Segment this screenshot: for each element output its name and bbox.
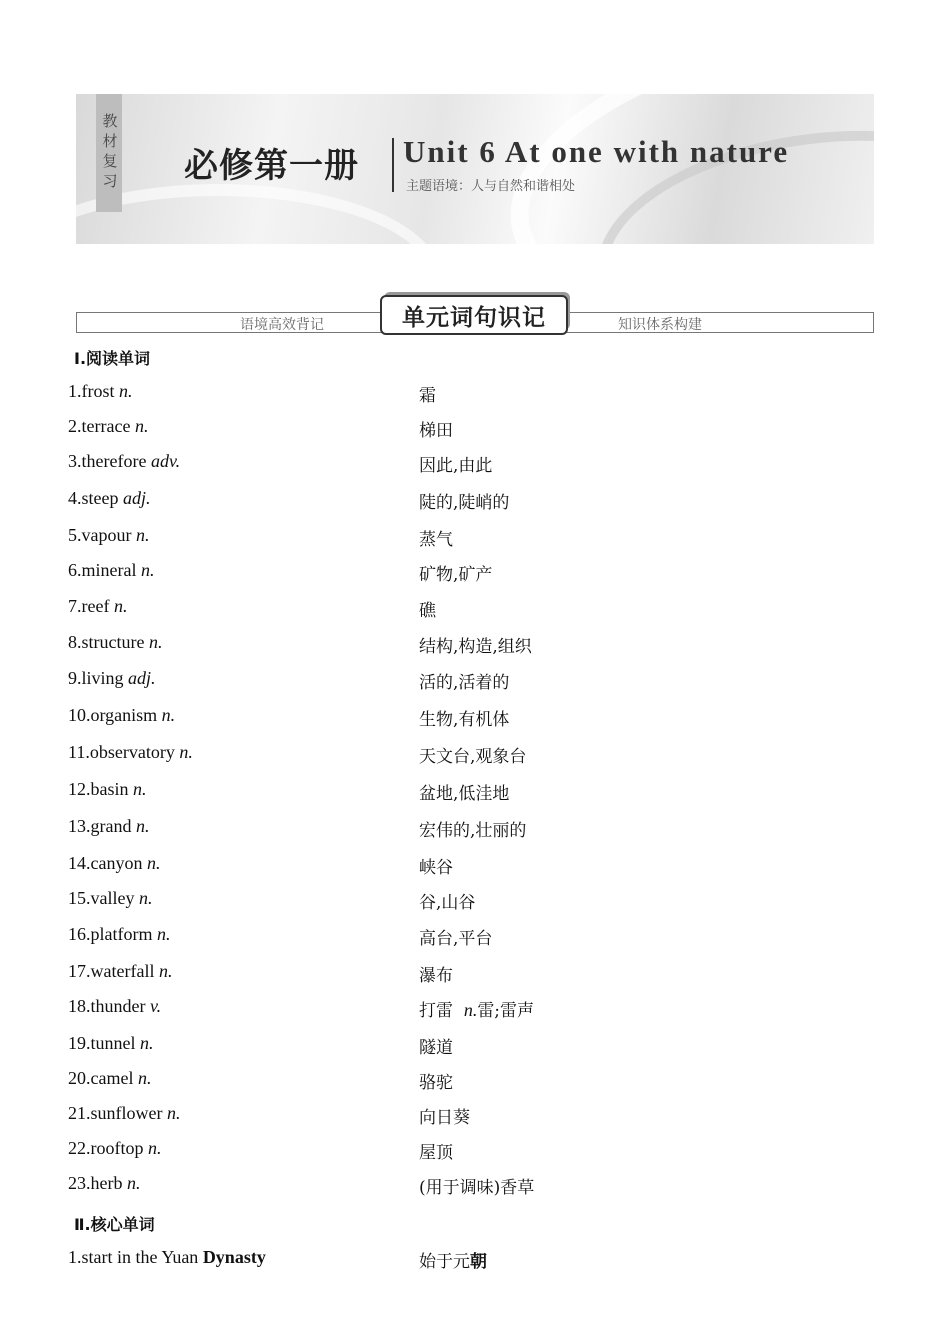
- side-tab-label: 教材复习: [100, 113, 119, 193]
- meaning: [419, 1173, 534, 1198]
- item-pos: n.: [140, 560, 155, 580]
- list-item: [0, 1103, 950, 1129]
- term: [68, 705, 175, 726]
- item-key-word: Dynasty: [202, 1247, 266, 1267]
- item-number: 12.: [68, 779, 91, 799]
- section-right-label: 知识体系构建: [618, 317, 702, 333]
- item-word: thunder: [90, 996, 146, 1016]
- unit-theme: 主题语境：人与自然和谐相处: [406, 179, 576, 194]
- item-meaning: 因此,由此: [419, 456, 493, 476]
- item-number: 15.: [68, 888, 91, 908]
- meaning: [419, 668, 509, 693]
- item-word: tunnel: [90, 1033, 136, 1053]
- list-item: [0, 416, 950, 442]
- term: [68, 560, 154, 581]
- item-pos: n.: [166, 1103, 181, 1123]
- item-number: 3.: [68, 451, 82, 471]
- meaning: [419, 853, 453, 878]
- meaning: [419, 996, 534, 1021]
- section-title: 单元词句识记: [380, 295, 568, 335]
- list-item: [0, 596, 950, 622]
- meaning: [419, 560, 492, 585]
- item-meaning: 隧道: [419, 1038, 453, 1058]
- unit-banner: [76, 94, 874, 244]
- meaning: [419, 488, 509, 513]
- item-number: 17.: [68, 961, 91, 981]
- item-word: observatory: [89, 742, 175, 762]
- item-meaning: 梯田: [419, 421, 453, 441]
- item-meaning: 骆驼: [419, 1073, 453, 1093]
- list-item: [0, 924, 950, 950]
- item-pos: n.: [146, 853, 161, 873]
- item-number: 6.: [68, 560, 82, 580]
- item-pos: adj.: [128, 668, 156, 688]
- item-number: 1.: [68, 381, 82, 401]
- term: [68, 742, 193, 763]
- book-title: 必修第一册: [184, 146, 359, 186]
- item-meaning: 天文台,观象台: [419, 747, 527, 767]
- term: [68, 1247, 266, 1268]
- item-meaning: 蒸气: [419, 530, 453, 550]
- term: [68, 416, 148, 437]
- item-word: basin: [90, 779, 129, 799]
- term: [68, 1173, 140, 1194]
- item-pos: n.: [148, 632, 163, 652]
- item-word: structure: [81, 632, 145, 652]
- item-word: sunflower: [90, 1103, 163, 1123]
- item-meaning: 陡的,陡峭的: [419, 493, 510, 513]
- meaning: [419, 816, 526, 841]
- item-number: 13.: [68, 816, 91, 836]
- meaning: [419, 705, 509, 730]
- item-meaning: 屋顶: [419, 1143, 453, 1163]
- term: [68, 381, 133, 402]
- item-meaning: 生物,有机体: [419, 710, 510, 730]
- term: [68, 1138, 162, 1159]
- item-pos: n.: [158, 961, 173, 981]
- unit-title: Unit 6 At one with nature: [403, 134, 790, 169]
- banner-swirl-decoration: [76, 184, 440, 244]
- item-number: 11.: [68, 742, 90, 762]
- item-meaning: 霜: [419, 386, 436, 406]
- item-pos: n.: [134, 416, 149, 436]
- item-word: steep: [81, 488, 119, 508]
- item-pos: n.: [179, 742, 193, 762]
- meaning: [419, 1247, 487, 1272]
- term: [68, 668, 156, 689]
- meaning: [419, 632, 532, 657]
- term: [68, 1068, 151, 1089]
- item-pos: n.: [137, 1068, 152, 1088]
- meaning: [419, 1068, 453, 1093]
- list-item: [0, 996, 950, 1022]
- item-meaning: 谷,山谷: [419, 893, 476, 913]
- item-number: 5.: [68, 525, 82, 545]
- title-divider: [392, 138, 394, 192]
- meaning: [419, 416, 453, 441]
- list-item: [0, 961, 950, 987]
- item-meaning: 活的,活着的: [419, 673, 510, 693]
- item-word: platform: [90, 924, 153, 944]
- meaning: [419, 742, 526, 767]
- item-number: 1.: [68, 1247, 82, 1267]
- item-meaning: 向日葵: [419, 1108, 470, 1128]
- item-word: camel: [90, 1068, 134, 1088]
- list-item: [0, 705, 950, 731]
- item-word: canyon: [90, 853, 143, 873]
- item-number: 2.: [68, 416, 82, 436]
- item-phrase: start in the Yuan: [81, 1247, 203, 1267]
- item-word: herb: [90, 1173, 123, 1193]
- item-meaning-pos: n.: [463, 1000, 478, 1020]
- term: [68, 888, 152, 909]
- meaning: [419, 381, 436, 406]
- item-word: waterfall: [90, 961, 155, 981]
- section-left-label: 语境高效背记: [240, 317, 324, 333]
- term: [68, 961, 172, 982]
- item-pos: adj.: [122, 488, 151, 508]
- meaning: [419, 961, 453, 986]
- item-meaning: 礁: [419, 601, 436, 621]
- list-item: [0, 1138, 950, 1164]
- item-word: living: [81, 668, 124, 688]
- item-word: vapour: [81, 525, 132, 545]
- item-number: 7.: [68, 596, 82, 616]
- meaning: [419, 1103, 470, 1128]
- item-pos: n.: [113, 596, 128, 616]
- list-item: [0, 1033, 950, 1059]
- list-item: [0, 525, 950, 551]
- list-item: [0, 1173, 950, 1199]
- item-word: terrace: [81, 416, 131, 436]
- item-word: reef: [81, 596, 110, 616]
- item-meaning: 结构,构造,组织: [419, 637, 532, 657]
- item-word: organism: [90, 705, 158, 725]
- item-word: rooftop: [90, 1138, 144, 1158]
- item-meaning: 矿物,矿产: [419, 565, 493, 585]
- item-number: 21.: [68, 1103, 91, 1123]
- term: [68, 816, 149, 837]
- item-word: mineral: [81, 560, 137, 580]
- item-number: 18.: [68, 996, 91, 1016]
- item-meaning: 瀑布: [419, 966, 453, 986]
- item-pos: n.: [133, 779, 147, 799]
- item-pos: n.: [126, 1173, 141, 1193]
- list-item: [0, 779, 950, 805]
- side-tab: [96, 94, 122, 212]
- item-word: frost: [81, 381, 115, 401]
- item-meaning: (用于调味)香草: [419, 1178, 535, 1198]
- item-word: therefore: [81, 451, 147, 471]
- meaning: [419, 451, 492, 476]
- term: [68, 779, 147, 800]
- item-pos: v.: [149, 996, 162, 1016]
- part1-heading: Ⅰ.阅读单词: [74, 349, 151, 368]
- item-meaning: 高台,平台: [419, 929, 493, 949]
- term: [68, 853, 160, 874]
- list-item: [0, 816, 950, 842]
- item-pos: n.: [138, 888, 153, 908]
- meaning: [419, 1033, 453, 1058]
- meaning: [419, 779, 509, 804]
- meaning: [419, 525, 453, 550]
- meaning: [419, 924, 492, 949]
- list-item: [0, 668, 950, 694]
- item-pos: n.: [161, 705, 176, 725]
- item-pos: n.: [119, 381, 133, 401]
- item-number: 8.: [68, 632, 82, 652]
- meaning: [419, 1138, 453, 1163]
- item-number: 14.: [68, 853, 91, 873]
- term: [68, 996, 161, 1017]
- item-pos: n.: [135, 816, 150, 836]
- item-pos: n.: [156, 924, 171, 944]
- item-number: 16.: [68, 924, 91, 944]
- list-item: [0, 1247, 950, 1273]
- term: [68, 1033, 154, 1054]
- list-item: [0, 381, 950, 407]
- term: [68, 451, 180, 472]
- term: [68, 924, 170, 945]
- list-item: [0, 488, 950, 514]
- part2-heading: Ⅱ.核心单词: [74, 1215, 155, 1234]
- item-meaning: 宏伟的,壮丽的: [419, 821, 527, 841]
- term: [68, 632, 162, 653]
- item-meaning: 始于元: [419, 1252, 470, 1272]
- item-number: 19.: [68, 1033, 91, 1053]
- item-meaning: 打雷: [419, 1001, 464, 1021]
- item-number: 10.: [68, 705, 91, 725]
- term: [68, 596, 127, 617]
- list-item: [0, 888, 950, 914]
- term: [68, 1103, 180, 1124]
- item-word: grand: [90, 816, 132, 836]
- item-number: 4.: [68, 488, 82, 508]
- item-pos: n.: [140, 1033, 154, 1053]
- list-item: [0, 742, 950, 768]
- meaning: [419, 888, 475, 913]
- list-item: [0, 451, 950, 477]
- term: [68, 525, 149, 546]
- item-meaning-key: 朝: [470, 1252, 487, 1272]
- list-item: [0, 1068, 950, 1094]
- item-pos: n.: [135, 525, 150, 545]
- meaning: [419, 596, 436, 621]
- item-word: valley: [90, 888, 135, 908]
- list-item: [0, 560, 950, 586]
- item-number: 9.: [68, 668, 82, 688]
- list-item: [0, 632, 950, 658]
- item-number: 23.: [68, 1173, 91, 1193]
- item-meaning-extra: 雷;雷声: [477, 1001, 535, 1021]
- item-number: 22.: [68, 1138, 91, 1158]
- item-pos: n.: [148, 1138, 162, 1158]
- term: [68, 488, 151, 509]
- item-meaning: 盆地,低洼地: [419, 784, 510, 804]
- item-meaning: 峡谷: [419, 858, 453, 878]
- list-item: [0, 853, 950, 879]
- item-number: 20.: [68, 1068, 91, 1088]
- item-pos: adv.: [150, 451, 181, 471]
